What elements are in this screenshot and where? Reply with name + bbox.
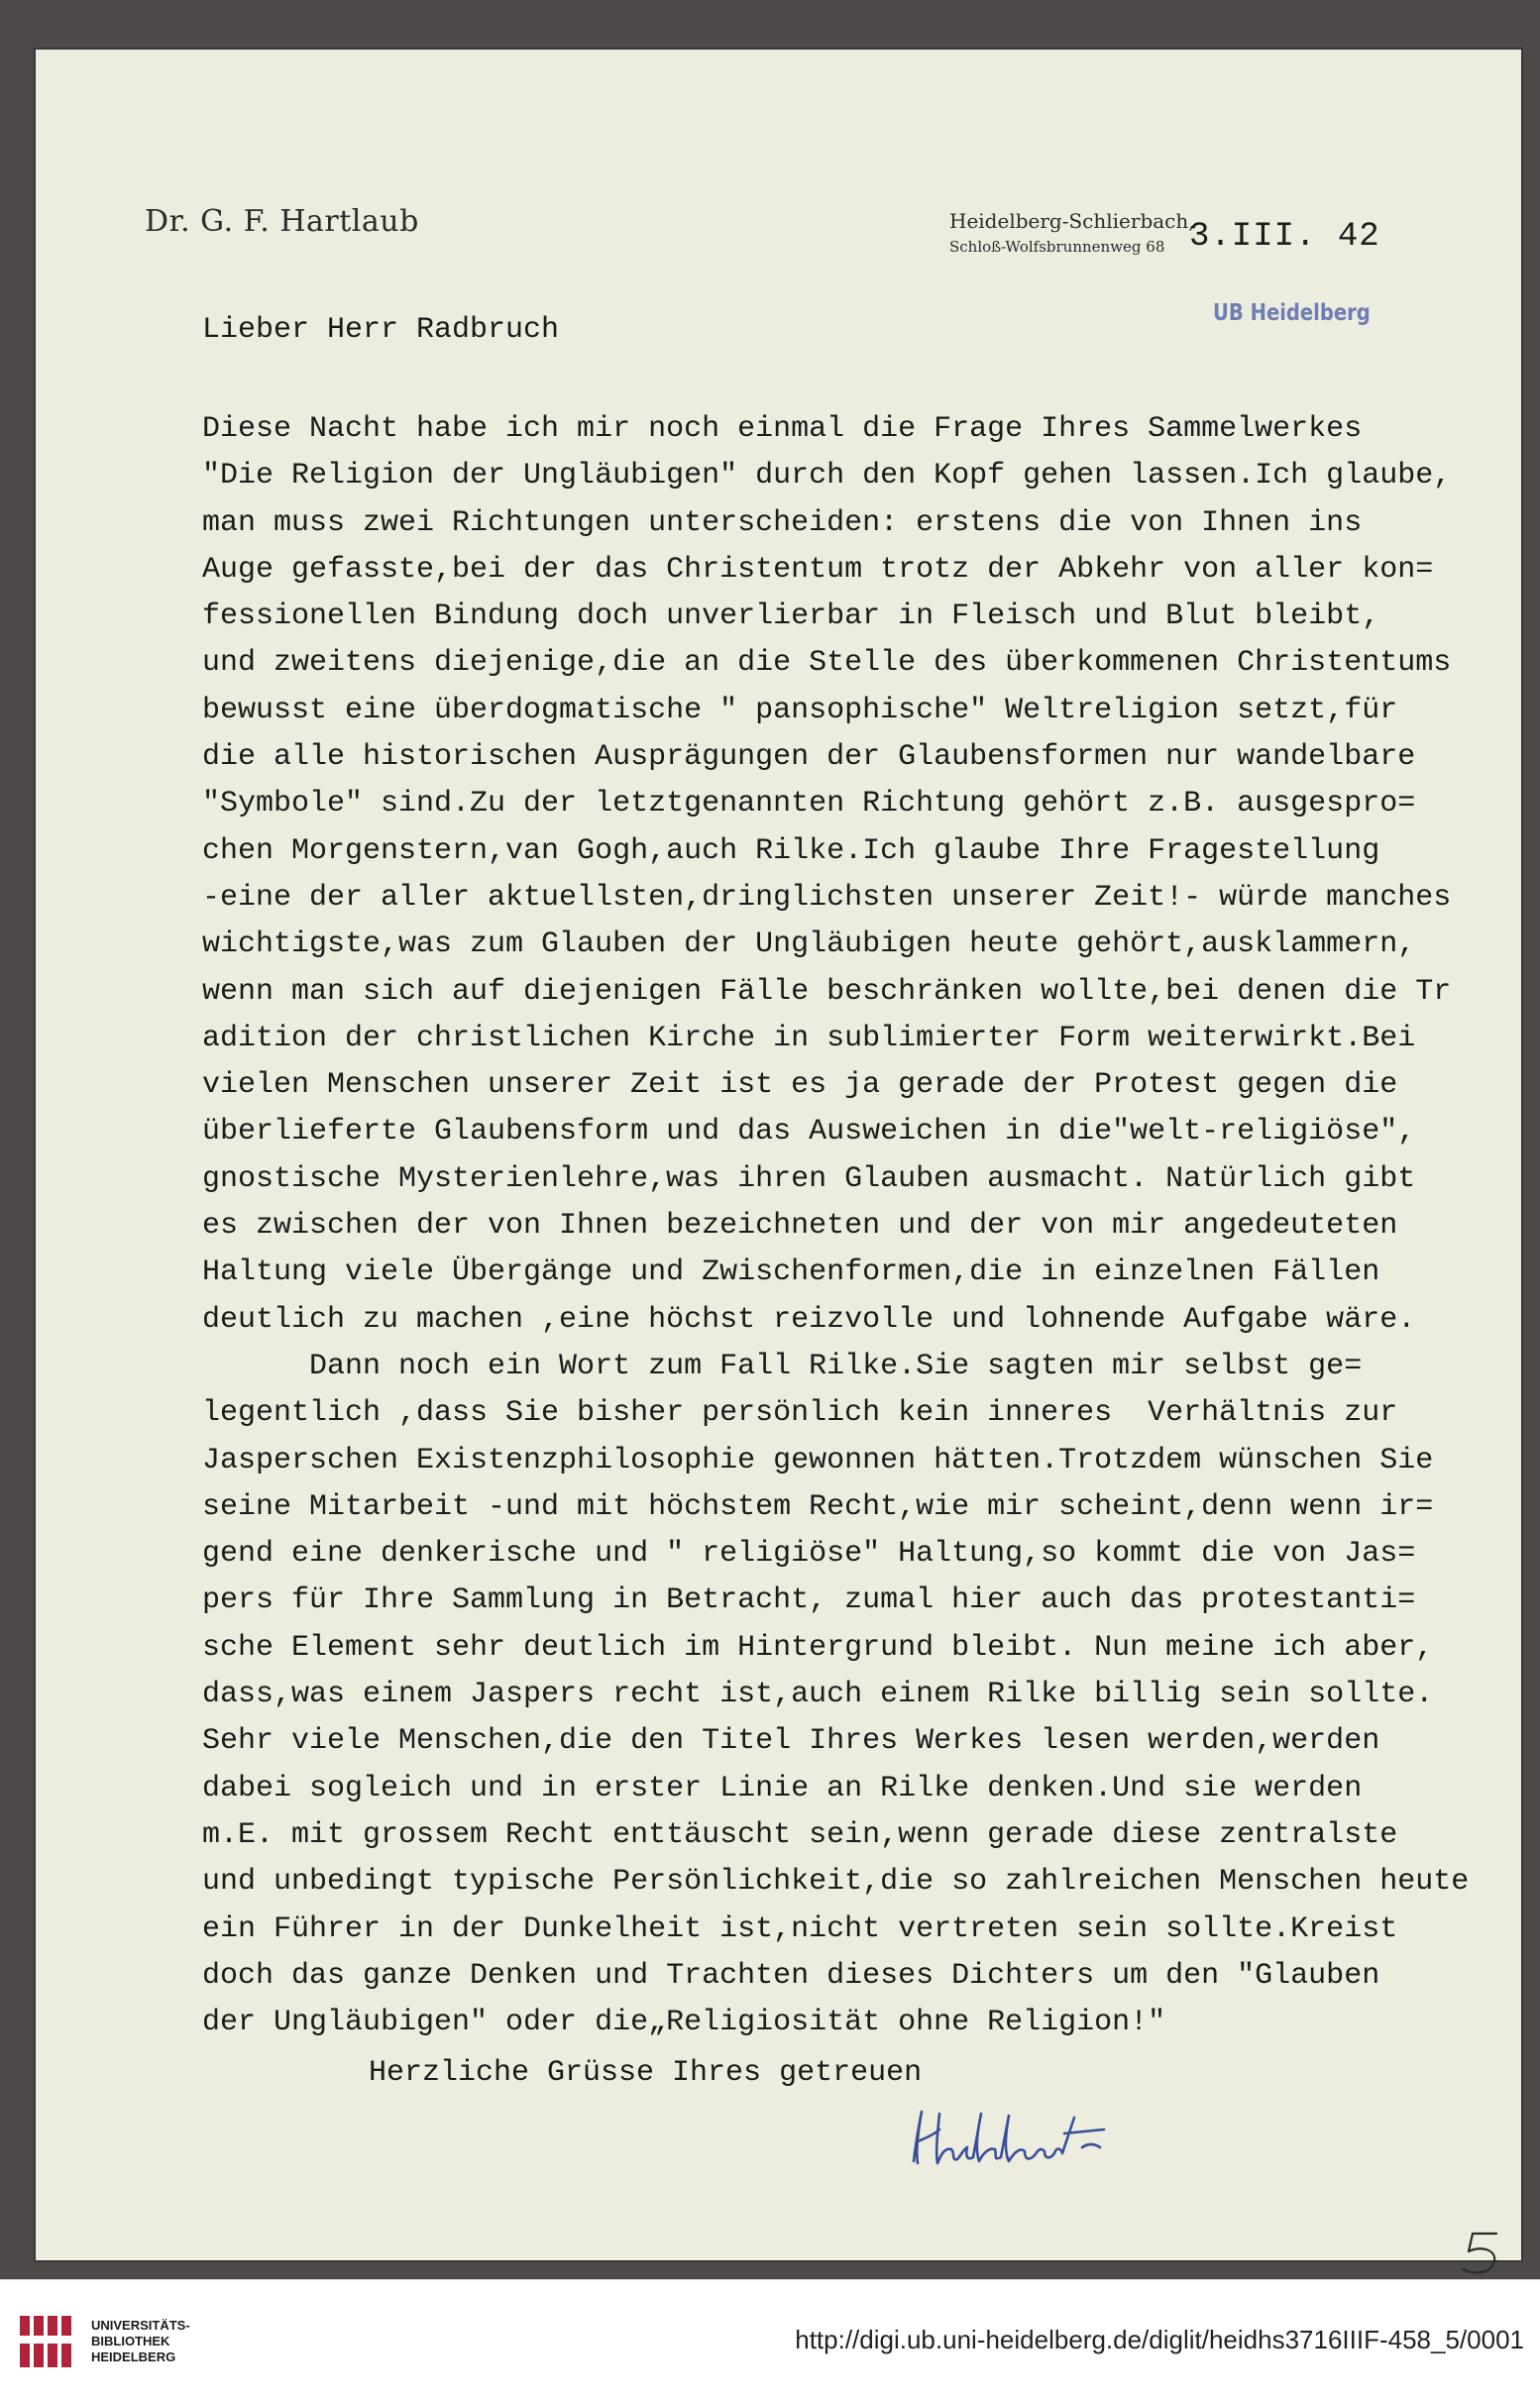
page-footer (0, 2279, 1540, 2402)
letter-body-line: Dann noch ein Wort zum Fall Rilke.Sie sagten mir selbst ge= (202, 1349, 1363, 1383)
letterhead-name: Dr. G. F. Hartlaub (145, 204, 419, 239)
permalink-url[interactable]: http://digi.ub.uni-heidelberg.de/diglit/heidhs3716IIIF-458_5/0001 (795, 2325, 1524, 2354)
letter-body-line: die alle historischen Ausprägungen der Glaubensformen nur wandelbare (202, 740, 1416, 775)
letter-body-line: dabei sogleich und in erster Linie an Rilke denken.Und sie werden (202, 1771, 1363, 1805)
letter-body-line: wenn man sich auf diejenigen Fälle beschränken wollte,bei denen die Tr (202, 974, 1452, 1009)
letter-body-line: der Ungläubigen" oder die„Religiosität ohne Religion!" (202, 2006, 1166, 2040)
letter-body-line: sche Element sehr deutlich im Hintergrund bleibt. Nun meine ich aber, (202, 1630, 1434, 1665)
letter-body-line: Jasperschen Existenzphilosophie gewonnen hätten.Trotzdem wünschen Sie (202, 1443, 1434, 1477)
letter-body-line: Diese Nacht habe ich mir noch einmal die Frage Ihres Sammelwerkes (202, 412, 1363, 446)
letter-body-line: chen Morgenstern,van Gogh,auch Rilke.Ich glaube Ihre Fragestellung (202, 833, 1380, 868)
letter-body-line: "Die Religion der Ungläubigen" durch den Kopf gehen lassen.Ich glaube, (202, 459, 1452, 493)
letter-body-line: vielen Menschen unserer Zeit ist es ja gerade der Protest gegen die (202, 1068, 1398, 1103)
letterhead-address (949, 208, 1195, 260)
letter-body (202, 406, 1540, 2046)
salutation: Lieber Herr Radbruch (202, 313, 560, 347)
letter-body-line: ein Führer in der Dunkelheit ist,nicht vertreten sein sollte.Kreist (202, 1911, 1398, 1946)
letter-body-line: gend eine denkerische und " religiöse" Haltung,so kommt die von Jas= (202, 1537, 1416, 1572)
university-library-logo-icon (16, 2310, 81, 2378)
letter-body-line: überlieferte Glaubensform und das Ausweichen in die"welt-religiöse", (202, 1115, 1416, 1149)
letter-body-line: wichtigste,was zum Glauben der Ungläubigen heute gehört,ausklammern, (202, 928, 1416, 962)
letter-body-line: gnostische Mysterienlehre,was ihren Glauben ausmacht. Natürlich gibt (202, 1161, 1416, 1196)
letter-body-line: fessionellen Bindung doch unverlierbar in Fleisch und Blut bleibt, (202, 600, 1380, 634)
letter-body-line: seine Mitarbeit -und mit höchstem Recht,wie mir scheint,denn wenn ir= (202, 1489, 1434, 1524)
address-line-2: Schloß-Wolfsbrunnenweg 68 (949, 238, 1165, 256)
letter-body-line: pers für Ihre Sammlung in Betracht, zumal hier auch das protestanti= (202, 1583, 1416, 1618)
letter-date: 3.III. 42 (1189, 218, 1380, 256)
letter-body-line: doch das ganze Denken und Trachten dieses Dichters um den "Glauben (202, 1958, 1380, 1993)
letter-body-line: Sehr viele Menschen,die den Titel Ihres Werkes lesen werden,werden (202, 1724, 1380, 1759)
letter-body-line: adition der christlichen Kirche in sublimierter Form weiterwirkt.Bei (202, 1021, 1416, 1055)
institution-line-2: BIBLIOTHEK (91, 2334, 170, 2348)
library-stamp: UB Heidelberg (1213, 300, 1371, 326)
letter-body-line: und zweitens diejenige,die an die Stelle des überkommenen Christentums (202, 646, 1452, 681)
letter-body-line: es zwischen der von Ihnen bezeichneten und der von mir angedeuteten (202, 1209, 1398, 1244)
handwritten-signature (906, 2104, 1114, 2178)
letter-body-line: legentlich ,dass Sie bisher persönlich kein inneres Verhältnis zur (202, 1396, 1398, 1431)
letter-body-line: bewusst eine überdogmatische " pansophische" Weltreligion setzt,für (202, 693, 1398, 727)
letter-body-line: deutlich zu machen ,eine höchst reizvolle und lohnende Aufgabe wäre. (202, 1302, 1416, 1337)
institution-line-1: UNIVERSITÄTS- (91, 2318, 190, 2333)
letter-body-line: dass,was einem Jaspers recht ist,auch einem Rilke billig sein sollte. (202, 1678, 1434, 1712)
address-line-1: Heidelberg-Schlierbach, (949, 209, 1195, 233)
institution-line-3: HEIDELBERG (91, 2349, 176, 2364)
institution-name (91, 2318, 190, 2365)
letter-body-line: Haltung viele Übergänge und Zwischenformen,die in einzelnen Fällen (202, 1256, 1380, 1290)
letter-body-line: "Symbole" sind.Zu der letztgenannten Richtung gehört z.B. ausgespro= (202, 787, 1416, 821)
letter-body-line: man muss zwei Richtungen unterscheiden: erstens die von Ihnen ins (202, 505, 1363, 540)
letter-body-line: -eine der aller aktuellsten,dringlichsten unserer Zeit!- würde manches (202, 880, 1452, 915)
letter-body-line: m.E. mit grossem Recht enttäuscht sein,wenn gerade diese zentralste (202, 1817, 1398, 1852)
letter-body-line: und unbedingt typische Persönlichkeit,die so zahlreichen Menschen heute (202, 1865, 1470, 1900)
letter-body-line: Auge gefasste,bei der das Christentum trotz der Abkehr von aller kon= (202, 552, 1434, 587)
closing: Herzliche Grüsse Ihres getreuen (369, 2056, 923, 2090)
page-number (1453, 2228, 1512, 2284)
letter-page (34, 48, 1523, 2262)
